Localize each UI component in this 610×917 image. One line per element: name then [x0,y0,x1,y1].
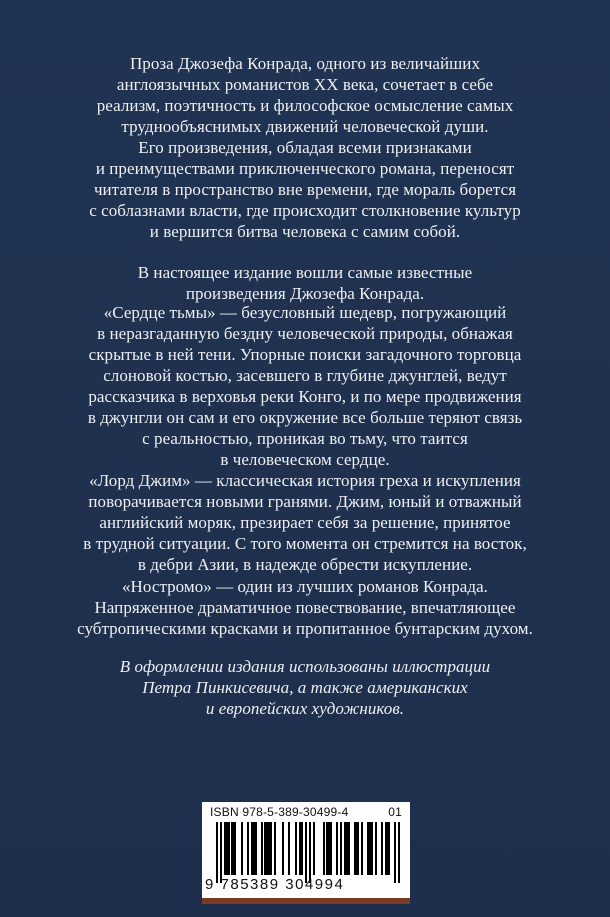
lord-jim-paragraph [0,470,610,575]
text-line: рассказчика в верховья реки Конго, и по мере продвижения [88,387,522,406]
heart-of-darkness-paragraph [0,302,610,470]
edition-paragraph [0,262,610,304]
barcode-panel [202,802,410,904]
barcode-bar [301,822,303,875]
barcode-guard-bar [398,822,400,883]
text-line: Напряженное драматичное повествование, впечатляющее [94,598,516,617]
text-line: произведения Джозефа Конрада. [185,284,425,303]
barcode-bar [270,822,272,875]
barcode-bar [247,822,249,875]
intro-paragraph [0,53,610,242]
text-line: Петра Пинкисевича, а также американских [142,678,468,697]
nostromo-paragraph [0,576,610,639]
barcode-bar [340,822,342,875]
text-line: В оформлении издания использованы иллюстрации [119,657,491,676]
barcode-bar [313,822,315,875]
barcode-bar [381,822,383,875]
barcode-bar [228,822,230,875]
barcode-bar [371,822,373,875]
barcode-bar [261,822,263,875]
text-line: «Сердце тьмы» — безусловный шедевр, погружающий [103,303,507,322]
text-line: субтропическими красками и пропитанное бунтарским духом. [77,619,533,638]
text-line: скрытые в ней тени. Упорные поиски загадочного торговца [88,345,522,364]
text-line: В настоящее издание вошли самые известные [137,263,473,282]
text-line: поворачивается новыми гранями. Джим, юный и отважный [88,492,522,511]
barcode-guard-bar [309,822,311,883]
text-line: «Ностромо» — один из лучших романов Конрада. [122,577,488,596]
isbn-text: ISBN 978-5-389-30499-4 [210,805,349,819]
barcode-bar [323,822,325,875]
text-line: в джунгли он сам и его окружение все больше теряют связь [87,408,523,427]
text-line: английский моряк, презирает себя за решение, принятое [99,513,511,532]
text-line: и вершится битва человека с самим собой. [149,222,461,241]
barcode-guard-bar [216,822,218,883]
text-line: «Лорд Джим» — классическая история греха и искупления [89,471,521,490]
barcode-bar [336,822,338,875]
text-line: Его произведения, обладая всеми признаками [138,138,472,157]
barcode-guard-bar [305,822,307,883]
barcode-bar [241,822,243,875]
barcode-guard-bar [394,822,396,883]
text-line: реализм, поэтичность и философское осмысление самых [96,96,514,115]
barcode-bar [388,822,390,875]
barcode-bar [348,822,350,875]
text-line: читателя в пространство вне времени, где мораль борется [93,180,517,199]
barcode-bar [361,822,363,875]
text-line: слоновой костью, засевшего в глубине джунглей, ведут [103,366,507,385]
text-line: и европейских художников. [205,699,405,718]
text-line: и преимуществами приключенческого романа, переносят [95,159,515,178]
barcode-bar [233,822,235,875]
barcode-bar [375,822,377,875]
text-line: труднообъяснимых движений человеческой души. [121,117,489,136]
text-line: Проза Джозефа Конрада, одного из величайших [129,54,481,73]
text-line: в трудной ситуации. С того момента он стремится на восток, [83,534,527,553]
isbn-addon-code: 01 [388,805,402,819]
text-line: в неразгаданную бездну человеческой природы, обнажая [97,324,513,343]
text-line: в дебри Азии, в надежде обрести искупление. [137,555,473,574]
text-line: англоязычных романистов XX века, сочетает в себе [116,75,494,94]
barcode-bar [357,822,359,875]
isbn-line [210,805,402,819]
barcode-bar [274,822,276,875]
illustration-credits [0,656,610,719]
barcode-bar [282,822,284,875]
barcode-digits: 9 785389 304994 [205,876,345,893]
barcode-guard-bar [220,822,222,883]
barcode-bar [330,822,332,875]
barcode-bar [255,822,257,875]
text-line: в человеческом сердце. [220,450,390,469]
barcode-bar [295,822,297,875]
text-line: с реальностью, проникая во тьму, что таится [142,429,468,448]
text-line: с соблазнами власти, где происходит столкновение культур [89,201,521,220]
barcode-bars [216,822,400,875]
barcode-bar [288,822,290,875]
